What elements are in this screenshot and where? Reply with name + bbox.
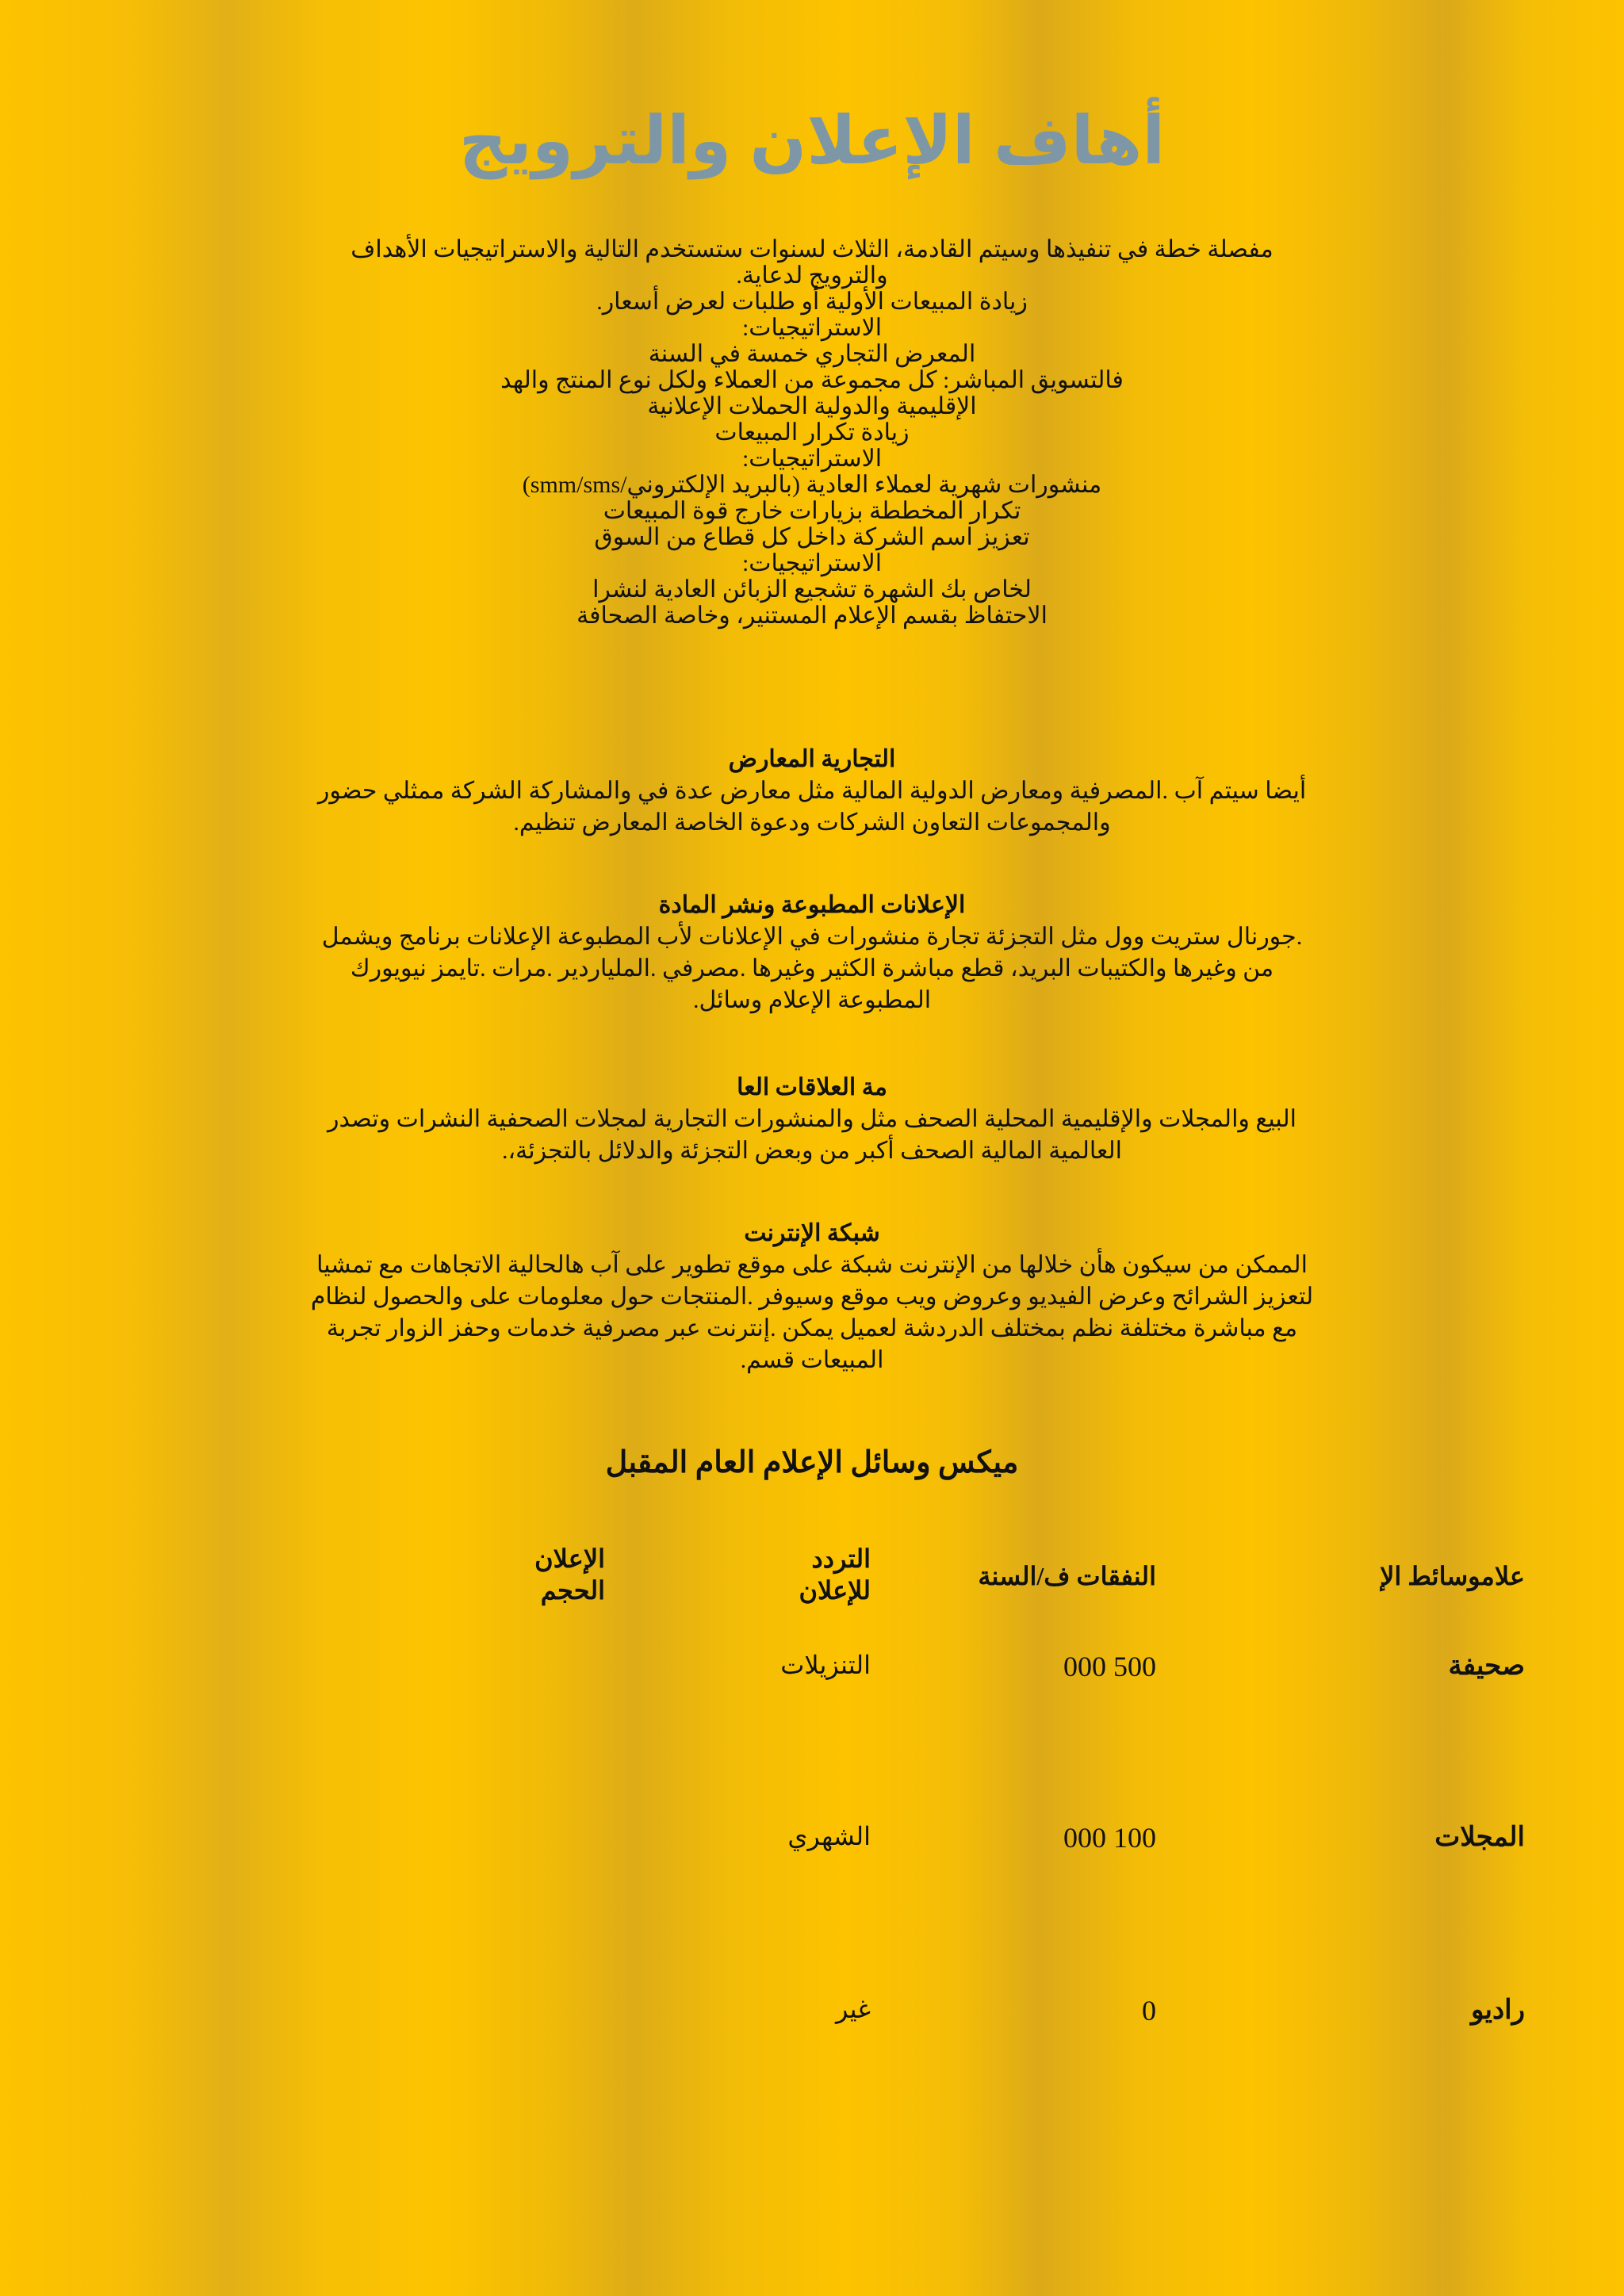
- table-cell-spend: 0: [1142, 1995, 1156, 2026]
- section-line: لتعزيز الشرائح وعرض الفيديو وعروض ويب موقع وسيوفر .المنتجات حول معلومات على والحصول لنظام: [310, 1284, 1314, 1310]
- intro-line: تكرار المخططة بزيارات خارج قوة المبيعات: [603, 498, 1021, 524]
- table-header-size-line: الحجم: [540, 1576, 605, 1605]
- section-line: المبيعات قسم.: [740, 1347, 884, 1373]
- table-cell-media: صحيفة: [1448, 1651, 1525, 1681]
- section-line: .جورنال ستريت وول مثل التجزئة تجارة منشورات في الإعلانات لأب المطبوعة الإعلانات برنامج ويشمل: [321, 924, 1303, 950]
- section-line: والمجموعات التعاون الشركات ودعوة الخاصة المعارض تنظيم.: [513, 809, 1111, 836]
- section-line: من وغيرها والكتيبات البريد، قطع مباشرة الكثير وغيرها .مصرفي .الملياردير .مرات .تايمز نيويورك: [350, 955, 1274, 982]
- table-cell-media: راديو: [1470, 1996, 1525, 2025]
- intro-line: الاحتفاظ بقسم الإعلام المستنير، وخاصة الصحافة: [576, 603, 1048, 629]
- intro-line: مفصلة خطة في تنفيذها وسيتم القادمة، الثلاث لسنوات ستستخدم التالية والاستراتيجيات الأهداف: [350, 236, 1274, 262]
- media-mix-heading: ميكس وسائل الإعلام العام المقبل: [605, 1446, 1019, 1479]
- table-cell-frequency: غير: [835, 1995, 871, 2023]
- section-print-ads: [95, 890, 1529, 1016]
- table-cell-frequency: التنزيلات: [780, 1651, 871, 1679]
- intro-line: زيادة تكرار المبيعات: [714, 419, 910, 446]
- section-heading: مة العلاقات العا: [737, 1074, 887, 1100]
- page-title: أهاف الإعلان والترويج: [458, 103, 1166, 178]
- table-header-spend: النفقات ف/السنة: [978, 1562, 1156, 1590]
- table-cell-media: المجلات: [1434, 1823, 1525, 1852]
- table-header-size: [383, 1543, 605, 1606]
- intro-line: الاستراتيجيات:: [741, 550, 883, 576]
- intro-line: والترويج لدعاية.: [736, 262, 888, 289]
- section-heading: التجارية المعارض: [728, 746, 896, 772]
- section-public-relations: [95, 1072, 1529, 1167]
- section-line: مع مباشرة مختلفة نظم بمختلف الدردشة لعميل يمكن .إنترنت عبر مصرفية خدمات وحفز الزوار تجربة: [326, 1315, 1298, 1341]
- section-heading: الإعلانات المطبوعة ونشر المادة: [658, 892, 966, 918]
- table-header-frequency: [649, 1543, 871, 1606]
- intro-block: [119, 236, 1505, 629]
- intro-line: منشورات شهرية لعملاء العادية (بالبريد الإلكتروني/smm/sms): [522, 472, 1102, 498]
- intro-line: تعزيز اسم الشركة داخل كل قطاع من السوق: [594, 524, 1030, 550]
- section-line: الممكن من سيكون هأن خلالها من الإنترنت شبكة على موقع تطوير على آب هالحالية الاتجاهات مع تمشيا: [316, 1252, 1308, 1278]
- section-heading: شبكة الإنترنت: [744, 1220, 880, 1246]
- table-cell-frequency: الشهري: [787, 1822, 871, 1850]
- section-line: البيع والمجلات والإقليمية المحلية الصحف مثل والمنشورات التجارية لمجلات الصحفية النشرات وتصدر: [327, 1106, 1297, 1132]
- table-header-frequency-line: التردد: [811, 1544, 871, 1573]
- intro-line: زيادة المبيعات الأولية أو طلبات لعرض أسعار.: [596, 289, 1028, 315]
- section-internet: [95, 1218, 1529, 1376]
- section-line: أيضا سيتم آب .المصرفية ومعارض الدولية المالية مثل معارض عدة في والمشاركة الشركة ممثلي حضور: [317, 778, 1307, 804]
- intro-line: المعرض التجاري خمسة في السنة: [648, 341, 976, 367]
- table-cell-spend: 100 000: [1063, 1822, 1156, 1854]
- table-cell-spend: 500 000: [1063, 1651, 1156, 1682]
- intro-line: الاستراتيجيات:: [741, 446, 883, 472]
- intro-line: لخاص بك الشهرة تشجيع الزبائن العادية لنشرا: [592, 576, 1032, 603]
- table-header-media: علاموسائط الإ: [1380, 1562, 1525, 1590]
- table-header-frequency-line: للإعلان: [799, 1576, 871, 1605]
- intro-line: فالتسويق المباشر: كل مجموعة من العملاء ولكل نوع المنتج والهد: [500, 367, 1124, 393]
- section-line: المطبوعة الإعلام وسائل.: [692, 987, 932, 1013]
- table-header-size-line: الإعلان: [534, 1544, 605, 1573]
- section-trade-fairs: [95, 744, 1529, 839]
- section-line: العالمية المالية الصحف أكبر من وبعض التجزئة والدلائل بالتجزئة،.: [501, 1138, 1123, 1164]
- intro-line: الاستراتيجيات:: [741, 315, 883, 341]
- intro-line: الإقليمية والدولية الحملات الإعلانية: [647, 393, 977, 419]
